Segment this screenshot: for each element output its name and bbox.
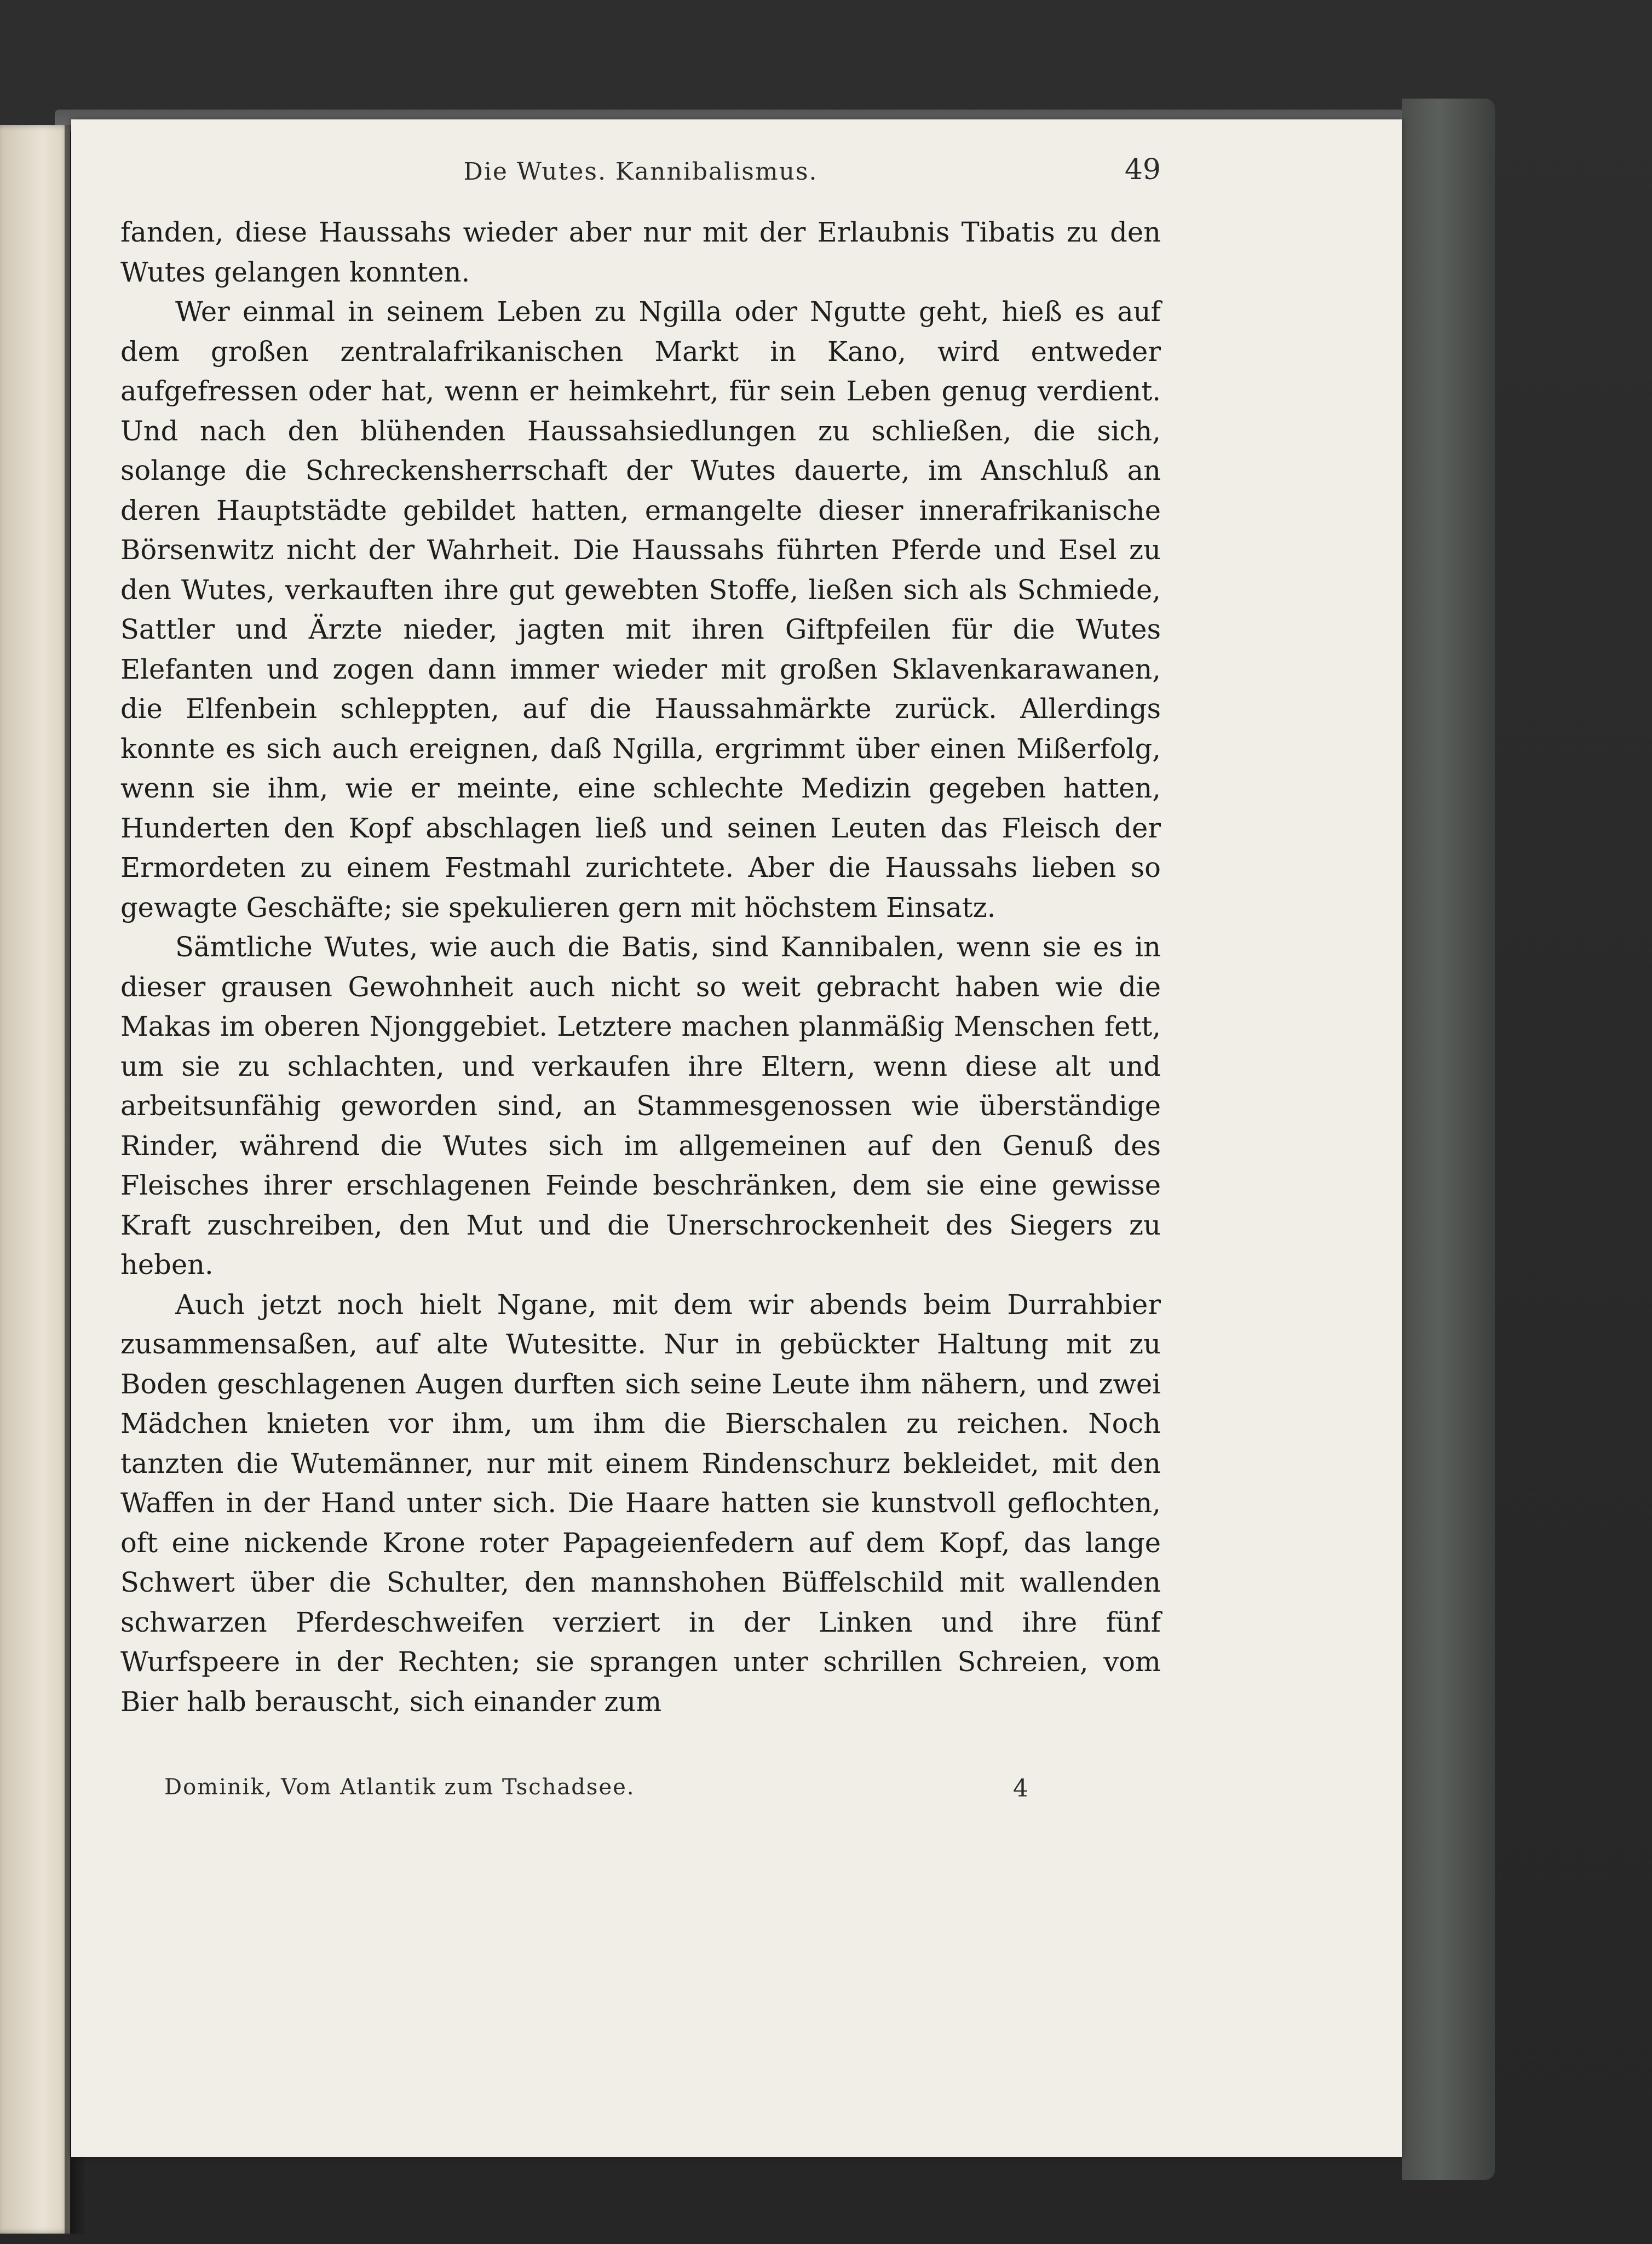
page-number: 49 [1124,153,1161,186]
running-title: Die Wutes. Kannibalismus. [463,158,818,186]
footer-signature: Dominik, Vom Atlantik zum Tschadsee. [164,1775,635,1800]
book-cover-right-edge [1402,99,1495,2180]
paragraph: fanden, diese Haussahs wieder aber nur mit der Erlaubnis Tibatis zu den Wutes gelangen konnten. [120,216,1161,288]
left-page-edge [0,125,70,2234]
paragraph: Auch jetzt noch hielt Ngane, mit dem wir abends beim Durrahbier zusammensaßen, auf alte Wutesitte. Nur in gebückter Haltung mit zu Boden geschlagenen Augen durften sich seine Leute ihm nähern, und zwei Mädchen knieten vor ihm, um ihm die Bierschalen zu reichen. Noch tanzten die Wutemänner, nur mit einem Rindenschurz bekleidet, mit den Waffen in der Hand unter sich. Die Haare hatten sie kunstvoll geflochten, oft eine nickende Krone roter Papageienfedern auf dem Kopf, das lange Schwert über die Schulter, den mannshohen Büffelschild mit wallenden schwarzen Pferdeschweifen verziert in der Linken und ihre fünf Wurfspeere in der Rechten; sie sprangen unter schrillen Schreien, vom Bier halb berauscht, sich einander zum [120,1288,1161,1718]
paragraph: Sämtliche Wutes, wie auch die Batis, sind Kannibalen, wenn sie es in dieser grausen Gewohnheit auch nicht so weit gebracht haben wie die Makas im oberen Njonggebiet. Letztere machen planmäßig Menschen fett, um sie zu schlachten, und verkaufen ihre Eltern, wenn diese alt und arbeitsunfähig geworden sind, an Stammesgenossen wie überständige Rinder, während die Wutes sich im allgemeinen auf den Genuß des Fleisches ihrer erschlagenen Feinde beschränken, dem sie eine gewisse Kraft zuschreiben, den Mut und die Unerschrockenheit des Siegers zu heben. [120,931,1161,1281]
paragraph: Wer einmal in seinem Leben zu Ngilla oder Ngutte geht, hieß es auf dem großen zentralafrikanischen Markt in Kano, wird entweder aufgefressen oder hat, wenn er heimkehrt, für sein Leben genug verdient. Und nach den blühenden Haussahsiedlungen zu schließen, die sich, solange die Schreckensherrschaft der Wutes dauerte, im Anschluß an deren Hauptstädte gebildet hatten, ermangelte dieser innerafrikanische Börsenwitz nicht der Wahrheit. Die Haussahs führten Pferde und Esel zu den Wutes, verkauften ihre gut gewebten Stoffe, ließen sich als Schmiede, Sattler und Ärzte nieder, jagten mit ihren Giftpfeilen für die Wutes Elefanten und zogen dann immer wieder mit großen Sklavenkarawanen, die Elfenbein schleppten, auf die Haussahmärkte zurück. Allerdings konnte es sich auch ereignen, daß Ngilla, ergrimmt über einen Mißerfolg, wenn sie ihm, wie er meinte, eine schlechte Medizin gegeben hatten, Hunderten den Kopf abschlagen ließ und seinen Leuten das Fleisch der Ermordeten zu einem Festmahl zurichtete. Aber die Haussahs lieben so gewagte Geschäfte; sie spekulieren gern mit höchstem Einsatz. [120,296,1161,923]
sheet-number: 4 [1013,1775,1028,1803]
body-text [120,213,1161,1721]
